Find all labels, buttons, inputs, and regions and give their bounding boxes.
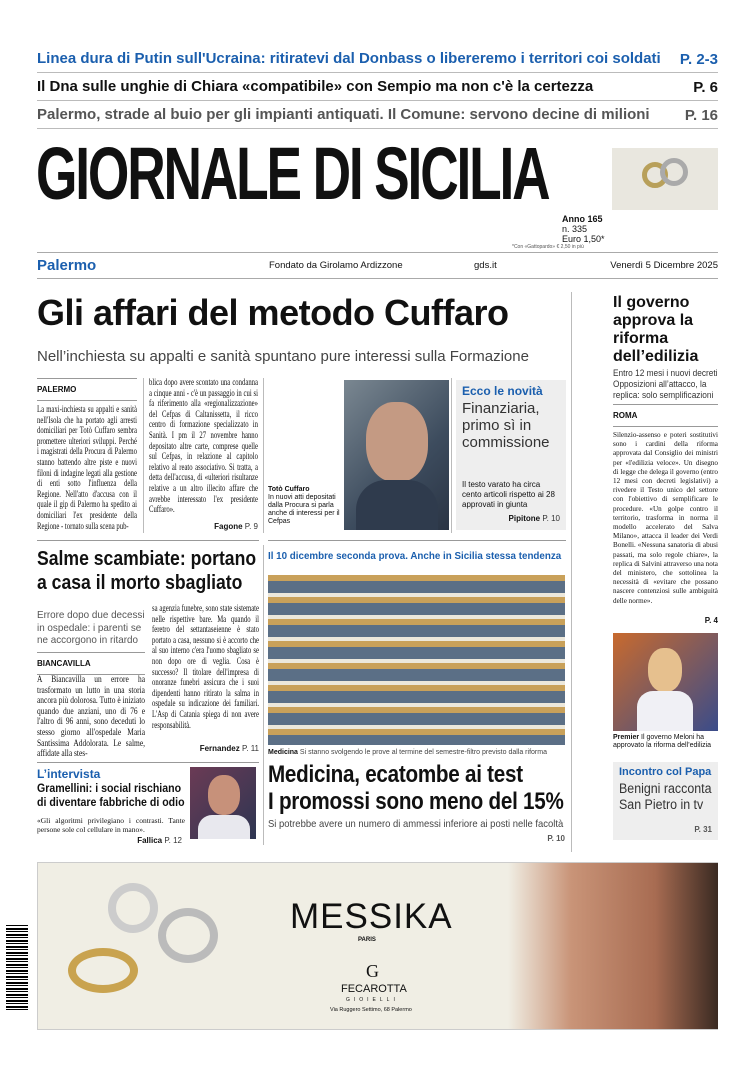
papa-box[interactable] <box>613 762 718 840</box>
kicker: Incontro col Papa <box>619 766 712 778</box>
ad-model-photo <box>508 863 718 1029</box>
governo-headline[interactable]: Il governo approva la riforma dell’edilizia <box>613 294 699 365</box>
top-headline[interactable] <box>37 46 718 73</box>
kicker: L’intervista <box>37 767 101 781</box>
page-ref: P. 16 <box>684 106 718 124</box>
masthead-info <box>562 214 605 244</box>
salme-subhead: Errore dopo due decessi in ospedale: i parenti se ne accorgono in ritardo <box>37 609 145 646</box>
fecarotta-logo-icon: G <box>366 961 379 981</box>
page-ref: P. 6 <box>693 78 718 96</box>
byline: Fallica P. 12 <box>137 836 182 845</box>
medicina-subhead: Si potrebbe avere un numero di ammessi inferiore ai posti nelle facoltà <box>268 818 564 830</box>
top-headline[interactable] <box>37 74 718 101</box>
info-bar <box>37 252 718 279</box>
numero: n. 335 <box>562 224 588 234</box>
medicina-headline[interactable]: Medicina, ecatombe ai test I promossi sono meno del 15% <box>268 761 564 815</box>
byline: Fagone P. 9 <box>214 522 258 531</box>
site-link[interactable]: gds.it <box>474 260 497 271</box>
article-text: Silenzio-assenso e poteri sostitutivi sono i cardini della riforma approvata dal Consiglio dei ministri per «l'edilizia veloce». Un disegno di legge che delega il governo (entro 12 mesi con decreti legislativi) a rivedere il Testo unico del settore con l'obiettivo di semplificare le procedure. «Un golpe contro il territorio, trasforma in norma il modello accelerato del Salva Milano», attacca il leader dei Verdi Bonelli. «Nessuna sanatoria di abusi passati, ma solo regole chiare», la replica di Salvini attraverso una nota del ministero, che sottolinea la necessità di «evitare che possano nascere contenziosi sulle ambiguità delle norme». <box>613 430 718 605</box>
photo-caption: Medicina Si stanno svolgendo le prove al termine del semestre-filtro previsto dalla riforma <box>268 749 547 756</box>
page-ref: P. 31 <box>694 825 712 834</box>
papa-headline: Benigni racconta San Pietro in tv <box>619 781 712 812</box>
meloni-photo <box>613 633 718 731</box>
article-column: A Biancavilla un errore ha trasformato un lutto in una storia ancora più dolorosa. Tutto è iniziato quando due anziani, uno di 76 e l'altro di 96 anni, sono deceduti lo stesso giorno all'ospedale Maria Santissima Addolorata. Le salme, affidate alla stes- <box>37 675 145 760</box>
exam-hall-photo <box>268 575 565 745</box>
anno: Anno 165 <box>562 214 603 224</box>
ad-rings-thumbnail <box>612 148 718 210</box>
intervista-headline[interactable]: Gramellini: i social rischiano di diventare fabbriche di odio <box>37 783 185 809</box>
page-ref: P. 10 <box>547 834 565 843</box>
ad-brand-sub: PARIS <box>358 937 376 943</box>
cuffaro-photo <box>344 380 449 530</box>
dateline: BIANCAVILLA <box>37 652 145 675</box>
headline-text: Linea dura di Putin sull'Ucraina: ritiratevi dal Donbass o libereremo i territori coi soldati <box>37 50 661 67</box>
prezzo: Euro 1,50* <box>562 234 605 244</box>
kicker: Ecco le novità <box>462 384 543 398</box>
salme-headline[interactable]: Salme scambiate: portano a casa il morto sbagliato <box>37 548 257 594</box>
byline: Fernandez P. 11 <box>199 744 259 753</box>
article-column: sa agenzia funebre, sono state sistemate nelle rispettive bare. Ma quando il feretro del settantaseienne è stato portato a casa, nessuno si è accorto che al suo interno c'era l'uomo sbagliato se non dopo ore di veglia. Cosa è successo? Il titolare dell'impresa di onoranze funebri assicura che i suoi dipendenti hanno ritirato la salma in ospedale su indicazione dei familiari. L'Asp di Catania spiega di non avere responsabilità. <box>152 604 259 731</box>
ad-dealer-sub: GIOIELLI <box>346 997 399 1003</box>
top-headline[interactable] <box>37 102 718 129</box>
novita-headline: Finanziaria, primo sì in commissione <box>462 400 550 451</box>
ad-address: Via Ruggero Settimo, 68 Palermo <box>330 1007 412 1013</box>
page-ref: P. 2-3 <box>679 50 718 68</box>
edition: Palermo <box>37 257 97 274</box>
advertisement[interactable] <box>37 862 718 1030</box>
masthead-title: GIORNALE DI SICILIA <box>36 132 549 215</box>
byline: Pipitone P. 10 <box>508 514 560 523</box>
page-ref: P. 4 <box>704 616 718 625</box>
novita-box[interactable] <box>456 380 566 530</box>
photo-caption: Premier Il governo Meloni ha approvato la riforma dell’edilizia <box>613 734 712 749</box>
barcode <box>6 925 28 1010</box>
founder: Fondato da Girolamo Ardizzone <box>269 260 403 271</box>
lead-headline[interactable]: Gli affari del metodo Cuffaro <box>37 292 509 333</box>
lead-subhead: Nell’inchiesta su appalti e sanità spuntano pure interessi sulla Formazione <box>37 348 529 365</box>
headline-text: Palermo, strade al buio per gli impianti antiquati. Il Comune: servono decine di milioni <box>37 106 650 123</box>
kicker: Il 10 dicembre seconda prova. Anche in Sicilia stessa tendenza <box>268 551 562 562</box>
headline-text: Il Dna sulle unghie di Chiara «compatibile» con Sempio ma non c'è la certezza <box>37 78 594 95</box>
article-column: La maxi-inchiesta su appalti e sanità nell'Isola che ha portato agli arresti domiciliari per Totò Cuffaro sembra promettere ulteriori sviluppi. Perché i magistrati della Procura di Palermo stanno battendo altre piste e nuovi filoni di indagine legati alla gestione di enti sotto l'influenza della Regione. Nell'atto d'accusa con il quale il gip di Palermo ha spedito ai domiciliari l'ex presidente della Regione - tornato sulla scena pub- <box>37 405 137 532</box>
dateline: PALERMO <box>37 378 137 401</box>
date: Venerdì 5 Dicembre 2025 <box>610 260 718 271</box>
governo-subhead: Entro 12 mesi i nuovi decreti Opposizioni all’attacco, la replica: solo semplificazioni <box>613 368 718 400</box>
novita-text: Il testo varato ha circa cento articoli rispetto ai 28 approvati in giunta <box>462 480 555 509</box>
ad-dealer: FECAROTTA <box>341 983 407 995</box>
photo-caption: Totò Cuffaro In nuovi atti depositati dalla Procura si parla anche di interessi per il Cefpas <box>268 486 340 525</box>
dateline: ROMA <box>613 404 718 427</box>
article-column: blica dopo avere scontato una condanna a cinque anni - c'è un passaggio in cui si fa riferimento alla «regionalizzazione» del Cefpas di Caltanissetta, il ricco centro di formazione specializzato in Sanità. I pm il 27 novembre hanno depositato altre carte, comprese quelle sul Cefpas, in relazione al capitolo relativo al reato associativo. Si tratta, a detta dell'accusa, di «ulteriori risultanze relative a un altro illecito affare che avrebbe interessato l'ex presidente Cuffaro». <box>149 378 258 516</box>
intervista-text: «Gli algoritmi privilegiano i contrasti. Tante persone sole col cellulare in mano». <box>37 816 185 834</box>
gramellini-photo <box>190 767 256 839</box>
price-note: *Con «Gattopardo» € 2,50 in più <box>512 244 584 250</box>
ad-brand: MESSIKA <box>290 897 453 936</box>
